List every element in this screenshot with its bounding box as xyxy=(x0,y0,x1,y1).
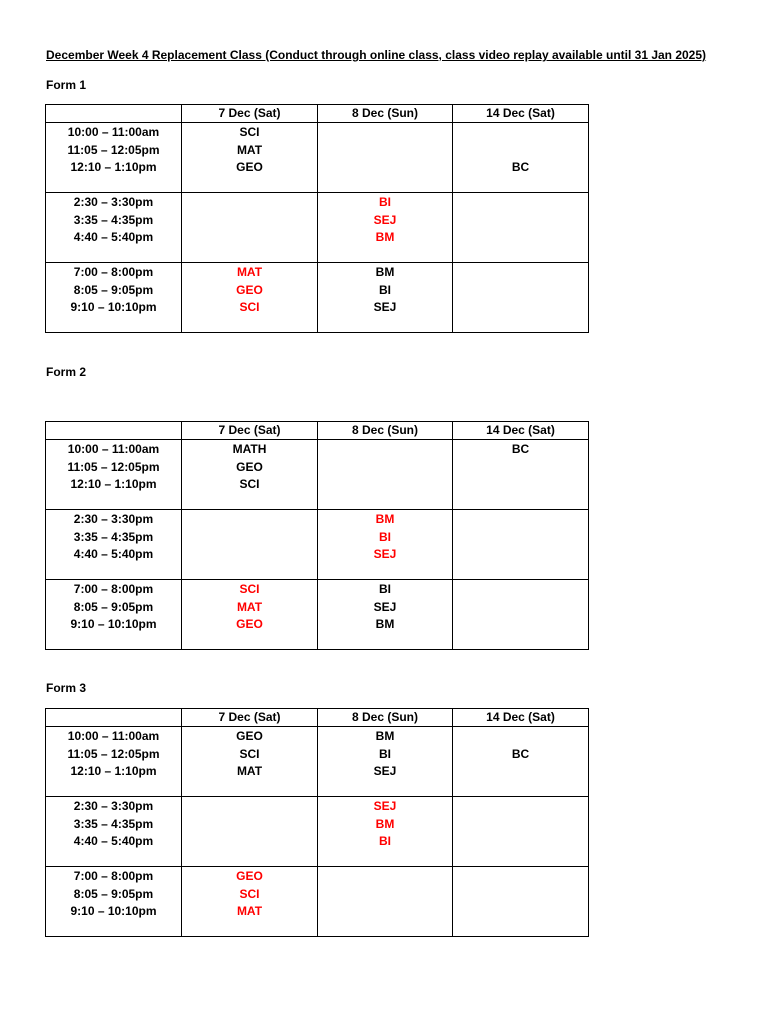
subject-code: BC xyxy=(511,442,530,456)
form-3-table xyxy=(45,708,589,937)
subject-code: BI xyxy=(379,582,391,596)
time-slot: 4:40 – 5:40pm xyxy=(73,230,154,244)
header-date-cell: 14 Dec (Sat) xyxy=(453,709,589,727)
time-slot-cell xyxy=(46,580,182,650)
subject-cell xyxy=(453,510,589,580)
time-slot: 2:30 – 3:30pm xyxy=(73,512,154,526)
subject-code: BC xyxy=(511,746,530,761)
time-slot: 7:00 – 8:00pm xyxy=(73,869,154,883)
subject-cell xyxy=(182,580,318,650)
subject-code: MAT xyxy=(236,904,263,918)
time-slot: 7:00 – 8:00pm xyxy=(73,582,154,596)
subject-code: BM xyxy=(375,617,395,631)
subject-cell xyxy=(318,797,453,867)
table-row xyxy=(46,797,589,867)
time-slot-cell xyxy=(46,193,182,263)
time-slot-cell xyxy=(46,263,182,333)
time-slot: 9:10 – 10:10pm xyxy=(70,617,157,631)
subject-code: SCI xyxy=(239,582,260,596)
table-row xyxy=(46,727,589,797)
form-1-label: Form 1 xyxy=(46,78,87,92)
subject-code: SCI xyxy=(239,300,260,314)
page-title: December Week 4 Replacement Class (Conduct through online class, class video replay available until 31 Jan 2025) xyxy=(46,48,707,62)
subject-code: BM xyxy=(375,816,395,831)
time-slot: 7:00 – 8:00pm xyxy=(73,265,154,279)
time-slot-cell xyxy=(46,123,182,193)
subject-code: BC xyxy=(511,160,530,174)
subject-code: SCI xyxy=(239,746,260,761)
header-date-cell: 7 Dec (Sat) xyxy=(182,422,318,440)
time-slot-cell xyxy=(46,797,182,867)
time-slot: 8:05 – 9:05pm xyxy=(73,599,154,614)
subject-code: SEJ xyxy=(373,300,397,314)
subject-code: SCI xyxy=(239,477,260,491)
table-header-row xyxy=(46,105,589,123)
subject-cell xyxy=(453,867,589,937)
header-date-cell: 14 Dec (Sat) xyxy=(453,422,589,440)
subject-code: GEO xyxy=(236,282,263,297)
form-2-label: Form 2 xyxy=(46,365,87,379)
time-slot-cell xyxy=(46,440,182,510)
table-row xyxy=(46,263,589,333)
subject-code: GEO xyxy=(236,617,263,631)
subject-code xyxy=(453,124,588,142)
table-row xyxy=(46,123,589,193)
subject-code: BM xyxy=(375,230,395,244)
time-slot-cell xyxy=(46,510,182,580)
subject-code: MAT xyxy=(236,764,263,778)
header-time-cell xyxy=(46,709,182,727)
header-date-cell: 8 Dec (Sun) xyxy=(318,105,453,123)
time-slot: 3:35 – 4:35pm xyxy=(73,212,154,227)
subject-cell xyxy=(182,510,318,580)
subject-cell xyxy=(182,123,318,193)
subject-code: SEJ xyxy=(373,764,397,778)
subject-code: MAT xyxy=(236,142,263,157)
subject-code: SEJ xyxy=(373,799,397,813)
subject-cell xyxy=(318,123,453,193)
subject-cell xyxy=(318,580,453,650)
subject-cell xyxy=(453,440,589,510)
subject-code xyxy=(453,142,588,160)
subject-code: BM xyxy=(375,512,395,526)
form-1-table xyxy=(45,104,589,333)
subject-code: GEO xyxy=(236,869,263,883)
table-row xyxy=(46,440,589,510)
time-slot: 12:10 – 1:10pm xyxy=(70,764,157,778)
subject-cell xyxy=(453,263,589,333)
subject-code: BI xyxy=(379,834,391,848)
subject-cell xyxy=(453,123,589,193)
time-slot: 9:10 – 10:10pm xyxy=(70,904,157,918)
subject-cell xyxy=(182,263,318,333)
subject-cell xyxy=(318,867,453,937)
header-time-cell xyxy=(46,105,182,123)
subject-code: SCI xyxy=(239,886,260,901)
subject-code: BI xyxy=(379,529,391,544)
time-slot: 11:05 – 12:05pm xyxy=(67,142,160,157)
table-header-row xyxy=(46,709,589,727)
time-slot: 10:00 – 11:00am xyxy=(67,729,160,743)
subject-code: MAT xyxy=(236,265,263,279)
subject-code: SEJ xyxy=(373,547,397,561)
header-date-cell: 14 Dec (Sat) xyxy=(453,105,589,123)
subject-cell xyxy=(318,727,453,797)
subject-cell xyxy=(453,580,589,650)
subject-cell xyxy=(318,440,453,510)
time-slot: 8:05 – 9:05pm xyxy=(73,886,154,901)
subject-code: MATH xyxy=(232,442,267,456)
header-date-cell: 8 Dec (Sun) xyxy=(318,422,453,440)
time-slot-cell xyxy=(46,867,182,937)
time-slot: 11:05 – 12:05pm xyxy=(67,746,160,761)
time-slot: 8:05 – 9:05pm xyxy=(73,282,154,297)
time-slot: 12:10 – 1:10pm xyxy=(70,160,157,174)
subject-cell xyxy=(318,510,453,580)
time-slot: 12:10 – 1:10pm xyxy=(70,477,157,491)
subject-cell xyxy=(318,193,453,263)
form-3-label: Form 3 xyxy=(46,681,87,695)
subject-cell xyxy=(453,797,589,867)
subject-cell xyxy=(182,867,318,937)
time-slot: 3:35 – 4:35pm xyxy=(73,816,154,831)
subject-cell xyxy=(453,727,589,797)
subject-code: SEJ xyxy=(373,599,397,614)
subject-code: BM xyxy=(375,265,395,279)
subject-code xyxy=(453,728,588,746)
time-slot: 4:40 – 5:40pm xyxy=(73,547,154,561)
subject-cell xyxy=(453,193,589,263)
subject-cell xyxy=(182,440,318,510)
subject-cell xyxy=(318,263,453,333)
time-slot: 11:05 – 12:05pm xyxy=(67,459,160,474)
table-header-row xyxy=(46,422,589,440)
header-date-cell: 8 Dec (Sun) xyxy=(318,709,453,727)
time-slot: 2:30 – 3:30pm xyxy=(73,195,154,209)
subject-code: BI xyxy=(379,282,391,297)
time-slot: 9:10 – 10:10pm xyxy=(70,300,157,314)
subject-code: BI xyxy=(379,746,391,761)
subject-code: GEO xyxy=(236,729,263,743)
time-slot: 4:40 – 5:40pm xyxy=(73,834,154,848)
table-row xyxy=(46,193,589,263)
time-slot-cell xyxy=(46,727,182,797)
time-slot: 10:00 – 11:00am xyxy=(67,442,160,456)
time-slot: 3:35 – 4:35pm xyxy=(73,529,154,544)
subject-cell xyxy=(182,727,318,797)
subject-code: MAT xyxy=(236,599,263,614)
time-slot: 2:30 – 3:30pm xyxy=(73,799,154,813)
subject-code: BM xyxy=(375,729,395,743)
subject-code: BI xyxy=(379,195,391,209)
form-2-table xyxy=(45,421,589,650)
time-slot: 10:00 – 11:00am xyxy=(67,125,160,139)
header-time-cell xyxy=(46,422,182,440)
subject-cell xyxy=(182,797,318,867)
subject-code: GEO xyxy=(236,160,263,174)
subject-cell xyxy=(182,193,318,263)
header-date-cell: 7 Dec (Sat) xyxy=(182,709,318,727)
table-row xyxy=(46,867,589,937)
subject-code: SCI xyxy=(239,125,260,139)
subject-code: GEO xyxy=(236,459,263,474)
table-row xyxy=(46,510,589,580)
header-date-cell: 7 Dec (Sat) xyxy=(182,105,318,123)
subject-code: SEJ xyxy=(373,212,397,227)
table-row xyxy=(46,580,589,650)
